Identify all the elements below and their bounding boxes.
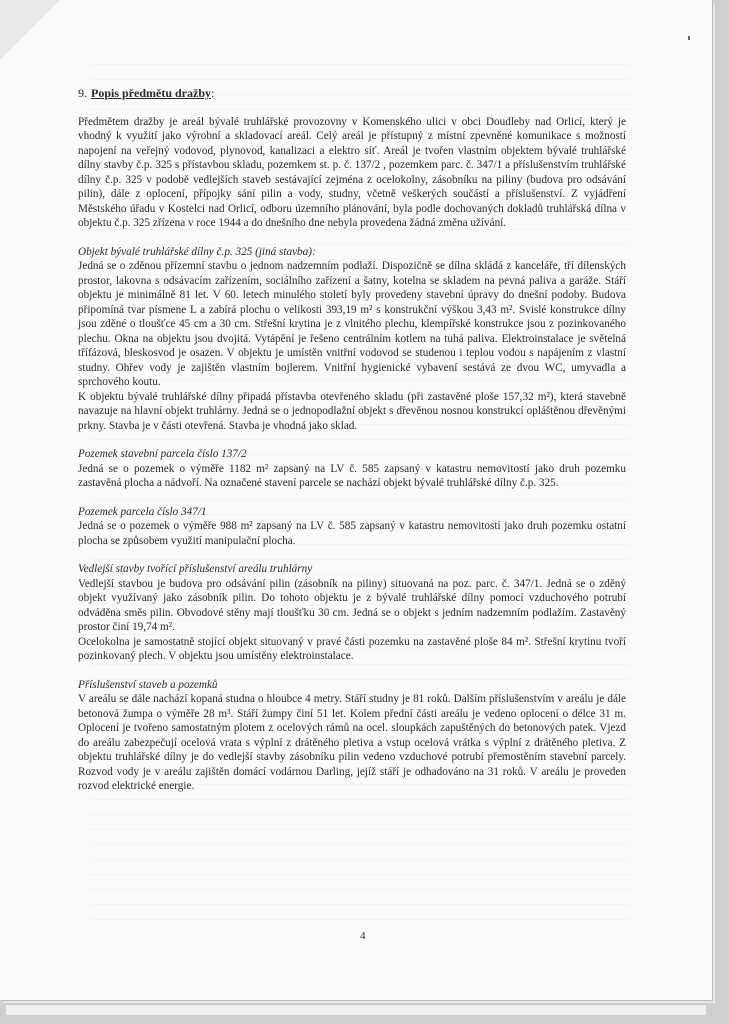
paragraph: Ocelokolna je samostatně stojící objekt situovaný v pravé části pozemku na zastavěné ploše 84 m². Střešní krytinu tvoří pozinkovaný plech. V objektu jsou umístěny elektroinstalace.	[78, 635, 626, 662]
paragraph: K objektu bývalé truhlářské dílny připadá přístavba otevřeného skladu (při zastavěné ploše 157,32 m²), která stavebně navazuje na hlavní objekt truhlárny. Jedná se o jednopodlažní objekt s dřevěnou nosnou konstrukcí opláštěnou dřevěnými prkny. Stavba je v části otevřená. Stavba je vhodná jako sklad.	[78, 390, 626, 432]
underlying-sheet-edge	[6, 1004, 706, 1015]
subsection-parcel-137-2	[78, 447, 626, 491]
intro-paragraph: Předmětem dražby je areál bývalé truhlářské provozovny v Komenského ulici v obci Doudleby nad Orlicí, který je vhodný k využití jako výrobní a skladovací areál. Celý areál je přístupný z místní zpevněné komunikace s možností napojení na veřejný vodovod, plynovod, kanalizaci a elektro síť. Areál je tvořen vlastním objektem bývalé truhlářské dílny stavby č.p. 325 s přístavbou skladu, pozemkem st. p. č. 137/2 , pozemkem parc. č. 347/1 a příslušenstvím truhlářské dílny č.p. 325 v podobě vedlejších staveb sestávající zejména z ocelokolny, zásobníku na piliny (budova pro odsávání pilin), dále z oplocení, přípojky sání pilin a vody, studny, včetně veškerých součástí a příslušenství. Z vyjádření Městského úřadu v Kostelci nad Orlicí, odboru územního plánování, byla podle dochovaných dokladů truhlářská dílna v objektu č.p. 325 zřízena v roce 1944 a do dnešního dne nebyla provedena žádná změna užívání.	[78, 115, 626, 229]
subsection-auxiliary-buildings	[78, 562, 626, 664]
subsection-title: Pozemek parcela číslo 347/1	[78, 505, 207, 518]
paragraph: V areálu se dále nachází kopaná studna o hloubce 4 metry. Stáří studny je 81 roků. Dalším příslušenstvím v areálu je dále betonová žumpa o výměře 28 m³. Stáří žumpy činí 51 let. Kolem přední části areálu je vedeno oplocení o délce 31 m. Oplocení je tvořeno samostatným plotem z ocelových rámů na ocel. sloupkách zapuštěných do betonových patek. Vjezd do areálu zabezpečují ocelová vrata s výplní z drátěného pletiva a vstup ocelová vrátka s výplní z drátěného pletiva. Z objektu truhlářské dílny je do vedlejší stavby zásobníku pilin vedeno vzduchové potrubí přemostěním stavební parcely. Rozvod vody je v areálu zajištěn domácí vodárnou Darling, jejíž stáří je odhadováno na 31 roků. V areálu je proveden rozvod elektrické energie.	[78, 693, 626, 792]
subsection-accessories	[78, 678, 626, 794]
section-heading	[78, 86, 626, 101]
paragraph: Vedlejší stavbou je budova pro odsávání pilin (zásobník na piliny) situovaná na poz. parc. č. 347/1. Jedná se o zděný objekt využívaný jako zásobník pilin. Do tohoto objektu je z bývalé truhlářské dílny pomocí vzduchového potrubí odváděna směs pilin. Obvodové stěny mají tloušťku 30 cm. Jedná se o objekt s jedním nadzemním podlažím. Zastavěný prostor činí 19,74 m².	[78, 577, 626, 633]
subsection-title: Pozemek stavební parcela číslo 137/2	[78, 448, 247, 460]
paragraph: Jedná se o pozemek o výměře 1182 m² zapsaný na LV č. 585 zapsaný v katastru nemovitostí jako druh pozemku zastavěná plocha a nádvoří. Na označené stavení parcele se nachází objekt bývalé truhlářské dílny č.p. 325.	[78, 462, 626, 489]
section-number: 9.	[78, 86, 87, 100]
folded-corner	[0, 0, 60, 60]
subsection-title: Objekt bývalé truhlářské dílny č.p. 325 (jiná stavba):	[78, 245, 316, 258]
scan-mark	[688, 36, 690, 40]
section-title: Popis předmětu dražby	[91, 86, 211, 100]
paragraph: Jedná se o zděnou přízemní stavbu o jednom nadzemním podlaží. Dispozičně se dílna skládá z kanceláře, tří dílenských prostor, lakovna s odsávacím zařízením, sociálního zařízení a šatny, kotelna se skladem na pevná paliva a garáže. Stáří objektu je minimálně 81 let. V 60. letech minulého století byly provedeny stavební úpravy do dnešní podoby. Budova připomíná tvar písmene L a zabírá plochu o velikosti 393,19 m² s konstrukční výškou 3,43 m². Svislé konstrukce dílny jsou zděné o tloušťce 45 cm a 30 cm. Střešní krytina je z vlnitého plechu, klempířské konstrukce jsou z pozinkovaného plechu. Okna na objektu jsou dvojitá. Vytápění je řešeno centrálním kotlem na tuhá paliva. Elektroinstalace je světelná třífázová, bleskosvod je osazen. V objektu je umístěn vnitřní vodovod se studenou i teplou vodou s napájením z vlastní studny. Ohřev vody je zajištěn vlastním bojlerem. Vnitřní hygienické vybavení sestává ze dvou WC, umyvadla a sprchového koutu.	[78, 260, 626, 388]
subsection-building	[78, 245, 626, 434]
document-body	[78, 86, 626, 794]
page-number: 4	[360, 930, 366, 942]
heading-suffix: :	[211, 86, 215, 100]
subsection-parcel-347-1	[78, 505, 626, 549]
subsection-title: Příslušenství staveb a pozemků	[78, 678, 218, 691]
paragraph: Jedná se o pozemek o výměře 988 m² zapsaný na LV č. 585 zapsaný v katastru nemovitostí jako druh pozemku ostatní plocha se způsobem využití manipulační plocha.	[78, 520, 626, 547]
subsection-title: Vedlejší stavby tvořící příslušenství areálu truhlárny	[78, 563, 313, 575]
